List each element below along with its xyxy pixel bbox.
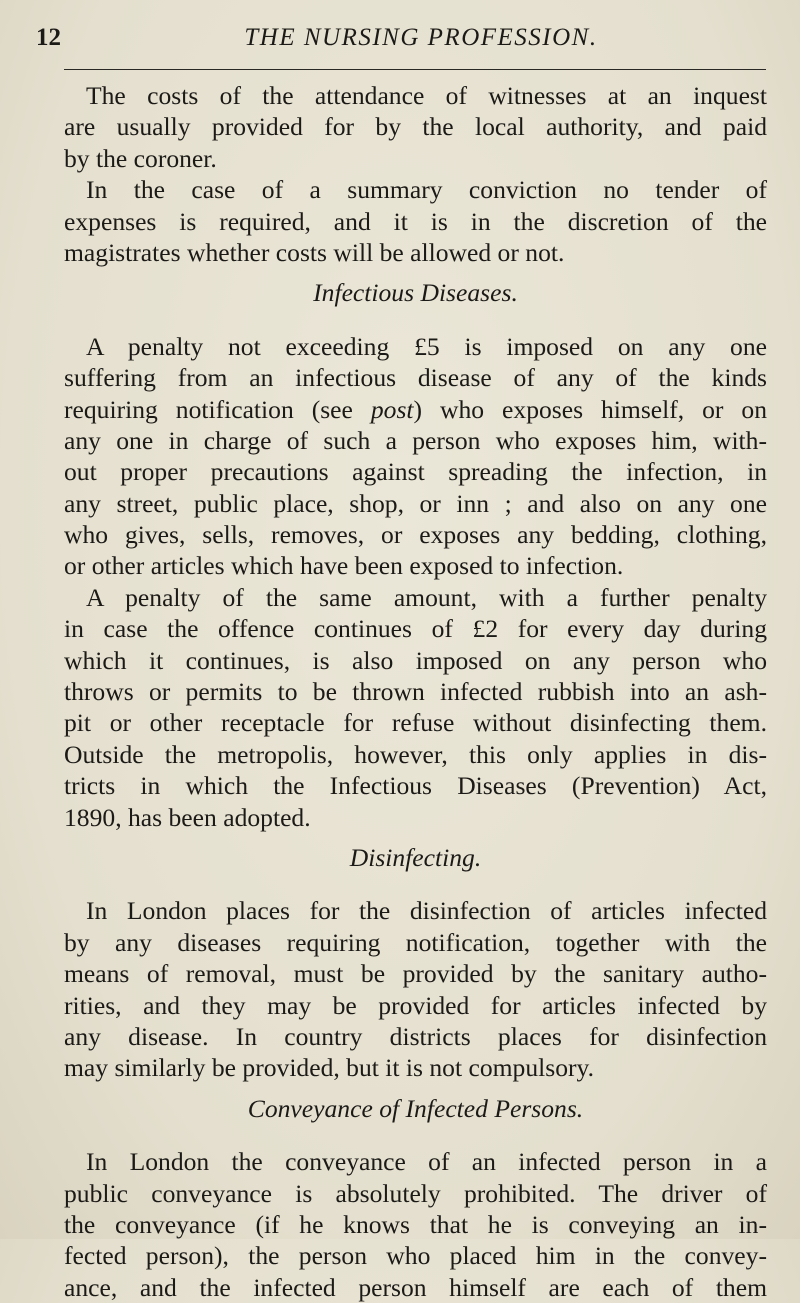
text-line: the conveyance (if he knows that he is conveying an in- bbox=[64, 1209, 767, 1239]
text-line: or other articles which have been exposed to infection. bbox=[64, 551, 624, 581]
text-line: any disease. In country districts places for disinfection bbox=[64, 1021, 767, 1051]
text-line: rities, and they may be provided for articles infected by bbox=[64, 990, 767, 1020]
text-line: means of removal, must be provided by the sanitary autho- bbox=[64, 959, 767, 989]
text-line: which it continues, is also imposed on any person who bbox=[64, 645, 767, 675]
section-heading: Infectious Diseases. bbox=[313, 278, 518, 308]
text-line: tricts in which the Infectious Diseases (Prevention) Act, bbox=[64, 771, 767, 801]
text-line: expenses is required, and it is in the discretion of the bbox=[64, 206, 767, 236]
text-line: The costs of the attendance of witnesses at an inquest bbox=[86, 81, 767, 110]
text-line: throws or permits to be thrown infected rubbish into an ash- bbox=[64, 677, 767, 707]
text-line: public conveyance is absolutely prohibited. The driver of bbox=[64, 1178, 767, 1208]
text-line: are usually provided for by the local authority, and paid bbox=[64, 112, 767, 142]
spacer bbox=[64, 268, 767, 277]
text-line: A penalty of the same amount, with a further penalty bbox=[86, 582, 767, 612]
text-line: requiring notification (see post) who exposes himself, or on bbox=[64, 394, 767, 424]
running-title: THE NURSING PROFESSION. bbox=[244, 24, 598, 51]
section-heading: Disinfecting. bbox=[349, 842, 482, 872]
body-text bbox=[64, 80, 767, 1303]
text-line: any street, public place, shop, or inn ; and also on any one bbox=[64, 488, 767, 518]
header-rule bbox=[64, 69, 766, 70]
running-head bbox=[36, 24, 766, 64]
text-line: who gives, sells, removes, or exposes any bedding, clothing, bbox=[64, 520, 767, 550]
text-line: magistrates whether costs will be allowed or not. bbox=[64, 237, 565, 267]
text-line: pit or other receptacle for refuse without disinfecting them. bbox=[64, 708, 767, 738]
text-line: In London the conveyance of an infected person in a bbox=[86, 1147, 767, 1177]
text-line: ance, and the infected person himself are each of them bbox=[64, 1272, 767, 1302]
text-line: In the case of a summary conviction no tender of bbox=[86, 175, 767, 205]
text-line: In London places for the disinfection of articles infected bbox=[86, 896, 767, 926]
spacer bbox=[64, 1124, 767, 1146]
section-heading: Conveyance of Infected Persons. bbox=[247, 1093, 584, 1123]
text-line: by the coroner. bbox=[64, 143, 217, 173]
spacer bbox=[64, 833, 767, 842]
spacer bbox=[64, 1084, 767, 1093]
text-line: by any diseases requiring notification, together with the bbox=[64, 927, 767, 957]
text-line: 1890, has been adopted. bbox=[64, 802, 311, 832]
spacer bbox=[64, 309, 767, 331]
text-line: out proper precautions against spreading the infection, in bbox=[64, 457, 767, 487]
page-number: 12 bbox=[36, 24, 61, 51]
text-line: fected person), the person who placed him in the convey- bbox=[64, 1241, 767, 1271]
text-line: suffering from an infectious disease of any of the kinds bbox=[64, 363, 767, 393]
text-line: A penalty not exceeding £5 is imposed on any one bbox=[86, 331, 767, 361]
text-line: Outside the metropolis, however, this only applies in dis- bbox=[64, 739, 767, 769]
text-line: in case the offence continues of £2 for every day during bbox=[64, 614, 767, 644]
text-line: may similarly be provided, but it is not compulsory. bbox=[64, 1053, 595, 1083]
spacer bbox=[64, 873, 767, 895]
text-line: any one in charge of such a person who exposes him, with- bbox=[64, 425, 767, 455]
